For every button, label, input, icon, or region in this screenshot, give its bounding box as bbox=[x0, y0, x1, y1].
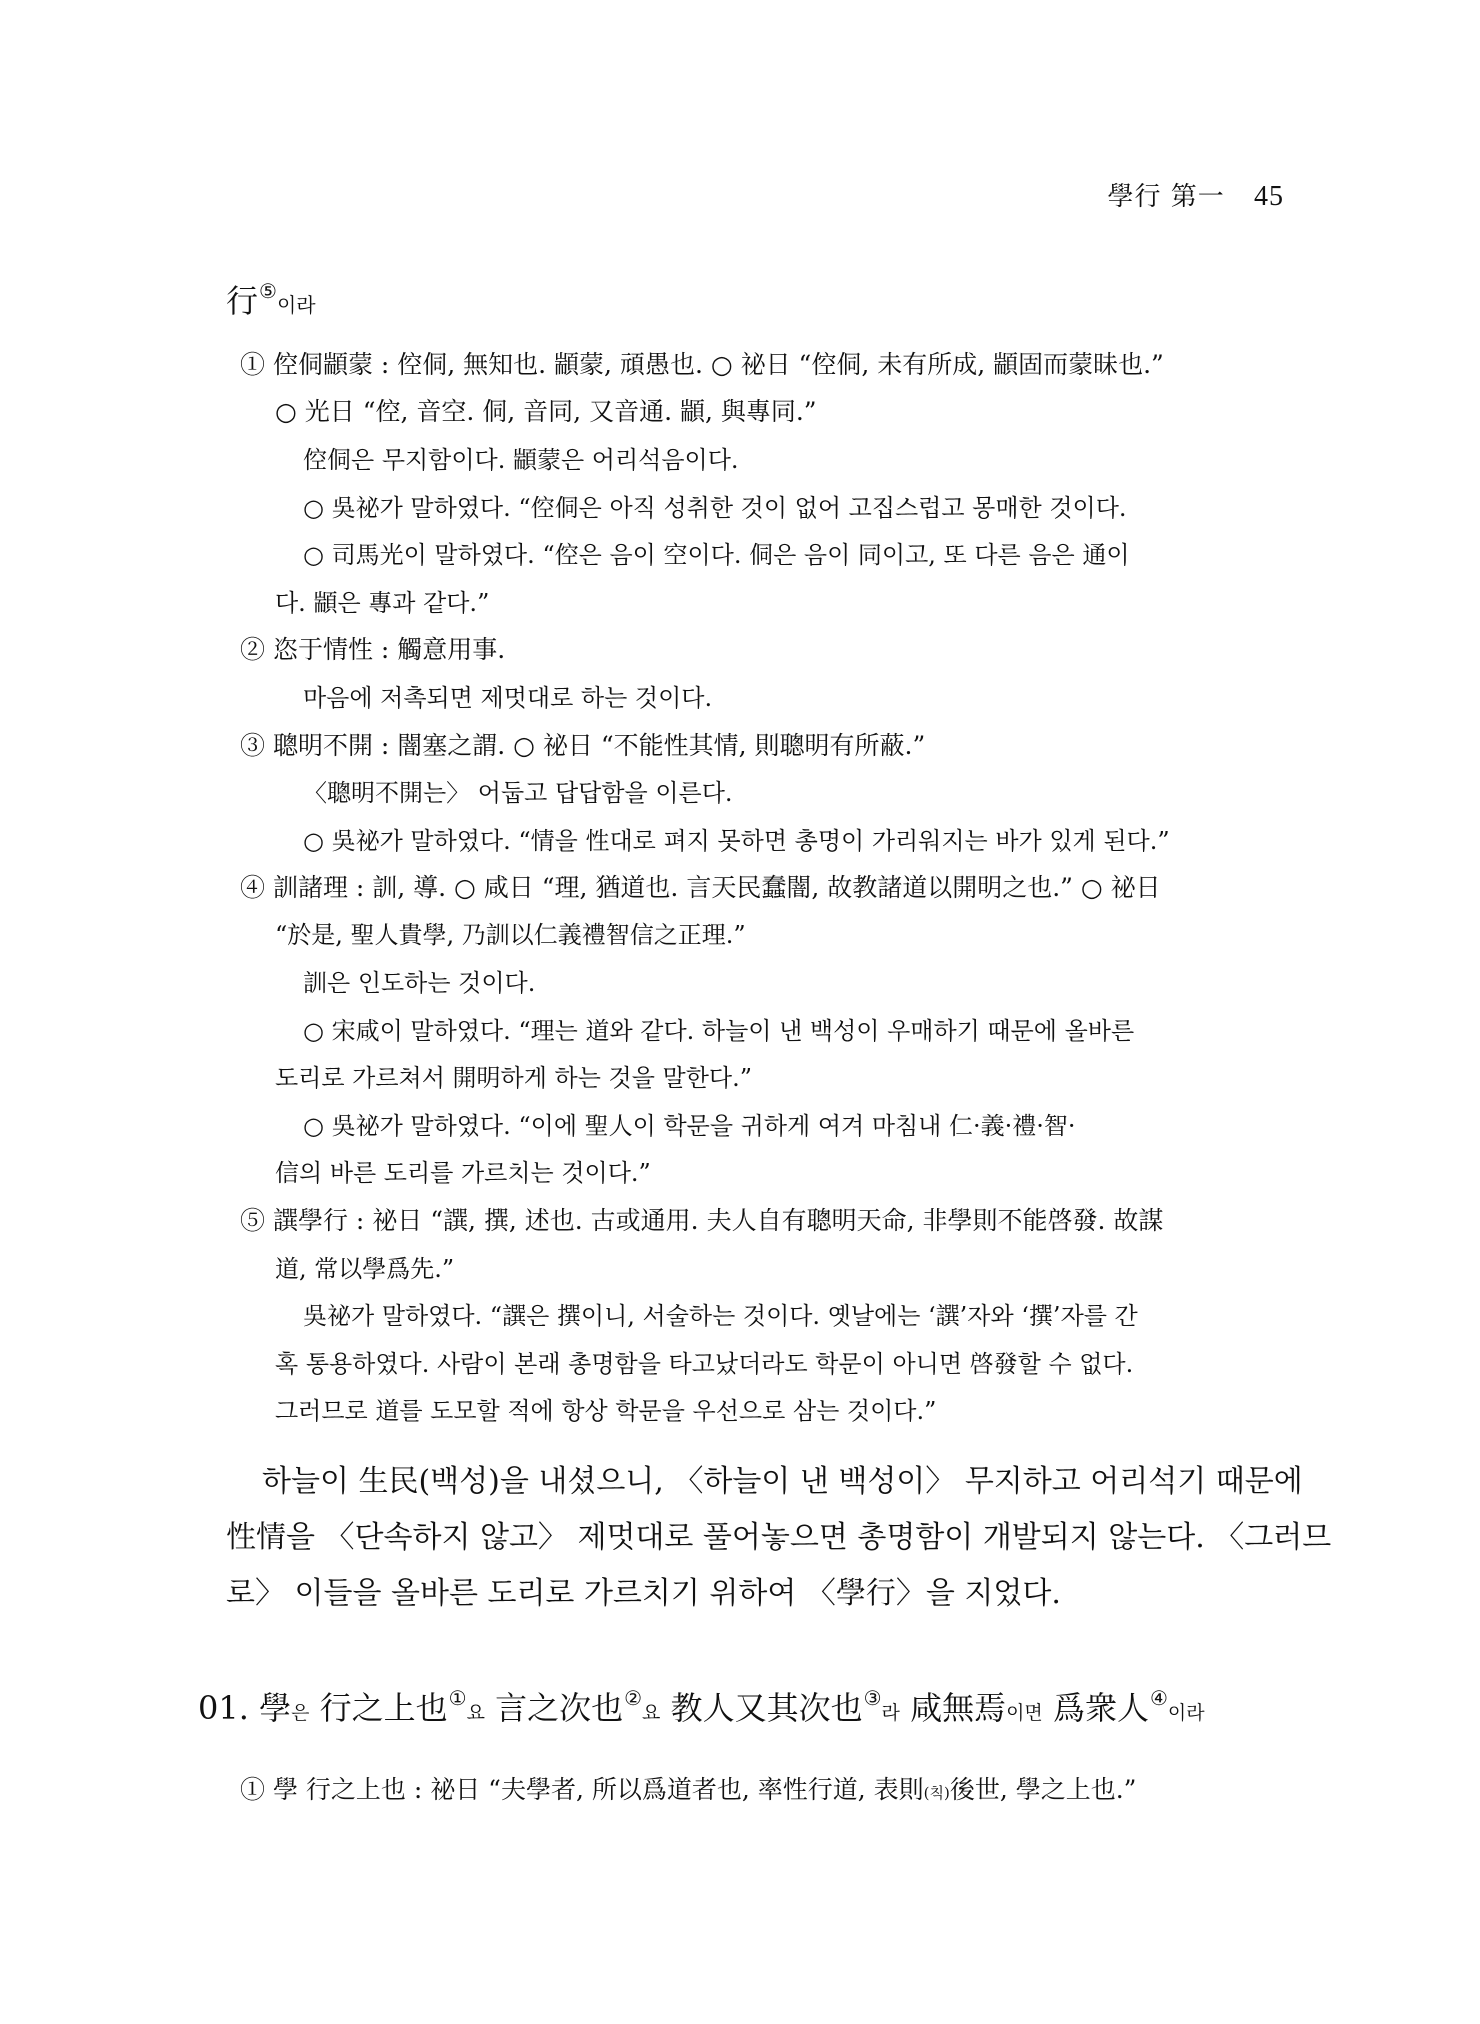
note-4-korean-1: 訓은 인도하는 것이다. bbox=[303, 969, 536, 997]
note-text-a: ① 學 行之上也 : 祕日 “夫學者, 所以爲道者也, 率性行道, 表則 bbox=[240, 1775, 924, 1804]
page-number: 45 bbox=[1254, 181, 1284, 212]
note-1-line-1: ① 倥侗顓蒙 : 倥侗, 無知也. 顓蒙, 頑愚也. ○ 祕日 “倥侗, 未有所成, 顓固而蒙昧也.” bbox=[240, 350, 1164, 379]
section-number: 01. bbox=[198, 1689, 249, 1727]
note-4-line-2: “於是, 聖人貴學, 乃訓以仁義禮智信之正理.” bbox=[275, 921, 746, 949]
translation-line-1: 하늘이 生民(백성)을 내셨으니, 〈하늘이 낸 백성이〉 무지하고 어리석기 때문에 bbox=[262, 1464, 1303, 1499]
section-particle-4: 라 bbox=[881, 1702, 900, 1724]
note-5-korean-1: 吳祕가 말하였다. “譔은 撰이니, 서술하는 것이다. 옛날에는 ‘譔’자와 ‘撰’자를 간 bbox=[303, 1302, 1138, 1330]
note-3-korean-1: 〈聰明不開는〉 어둡고 답답함을 이른다. bbox=[303, 779, 733, 807]
section-text-5: 咸無焉 bbox=[910, 1689, 1007, 1727]
note-5-line-2: 道, 常以學爲先.” bbox=[275, 1255, 455, 1283]
note-5-korean-2: 혹 통용하였다. 사람이 본래 총명함을 타고났더라도 학문이 아니면 啓發할 수 없다. bbox=[275, 1350, 1134, 1378]
note-3-korean-2: ○ 吳祕가 말하였다. “情을 性대로 펴지 못하면 총명이 가리워지는 바가 있게 된다.” bbox=[303, 827, 1170, 855]
section-particle-3: 요 bbox=[642, 1702, 661, 1724]
section-text-4: 教人又其次也 bbox=[670, 1689, 863, 1727]
intro-line bbox=[226, 276, 316, 322]
footnote-mark: ⑤ bbox=[259, 279, 277, 303]
note-4-line-1: ④ 訓諸理 : 訓, 導. ○ 咸日 “理, 猶道也. 言天民蠢闇, 故教諸道以開明之也.” ○ 祕日 bbox=[240, 873, 1161, 902]
section-particle-1: 은 bbox=[291, 1702, 310, 1724]
section-text-1: 學 bbox=[259, 1689, 292, 1727]
note-1-line-2: ○ 光日 “倥, 音空. 侗, 音同, 又音通. 顓, 與專同.” bbox=[275, 397, 817, 426]
note-1-korean-4: 다. 顓은 專과 같다.” bbox=[275, 589, 490, 617]
note-1-korean-1: 倥侗은 무지함이다. 顓蒙은 어리석음이다. bbox=[303, 446, 739, 474]
section-mark-2: ② bbox=[624, 1686, 643, 1710]
translation-line-2: 性情을 〈단속하지 않고〉 제멋대로 풀어놓으면 총명함이 개발되지 않는다. 〈그러므 bbox=[226, 1520, 1332, 1555]
note-3-line-1: ③ 聰明不開 : 闇塞之謂. ○ 祕日 “不能性其情, 則聰明有所蔽.” bbox=[240, 731, 926, 760]
section-01-note-1 bbox=[240, 1770, 1136, 1806]
intro-suffix: 이라 bbox=[276, 293, 316, 317]
intro-text: 行 bbox=[226, 282, 259, 320]
section-mark-3: ③ bbox=[863, 1686, 882, 1710]
section-particle-5: 이면 bbox=[1006, 1702, 1043, 1724]
note-2-line-1: ② 恣于情性 : 觸意用事. bbox=[240, 635, 506, 664]
note-5-korean-3: 그러므로 道를 도모할 적에 항상 학문을 우선으로 삼는 것이다.” bbox=[275, 1397, 937, 1425]
note-1-korean-3: ○ 司馬光이 말하였다. “倥은 음이 空이다. 侗은 음이 同이고, 또 다른 음은 通이 bbox=[303, 541, 1130, 569]
section-mark-4: ④ bbox=[1149, 1686, 1168, 1710]
note-4-korean-5: 信의 바른 도리를 가르치는 것이다.” bbox=[275, 1159, 651, 1187]
note-4-korean-4: ○ 吳祕가 말하였다. “이에 聖人이 학문을 귀하게 여겨 마침내 仁·義·禮·智· bbox=[303, 1112, 1076, 1140]
section-particle-2: 요 bbox=[466, 1702, 485, 1724]
note-reading: (칙) bbox=[923, 1784, 950, 1802]
note-2-korean-1: 마음에 저촉되면 제멋대로 하는 것이다. bbox=[303, 684, 713, 712]
note-4-korean-2: ○ 宋咸이 말하였다. “理는 道와 같다. 하늘이 낸 백성이 우매하기 때문에 올바른 bbox=[303, 1017, 1135, 1045]
section-01 bbox=[198, 1683, 1205, 1729]
section-text-6: 爲衆人 bbox=[1052, 1689, 1149, 1727]
section-mark-1: ① bbox=[448, 1686, 467, 1710]
section-text-3: 言之次也 bbox=[495, 1689, 624, 1727]
translation-line-3: 로〉 이들을 올바른 도리로 가르치기 위하여 〈學行〉을 지었다. bbox=[226, 1576, 1061, 1611]
note-text-c: 後世, 學之上也.” bbox=[949, 1775, 1137, 1804]
note-1-korean-2: ○ 吳祕가 말하였다. “倥侗은 아직 성취한 것이 없어 고집스럽고 몽매한 것이다. bbox=[303, 494, 1127, 522]
note-5-line-1: ⑤ 譔學行 : 祕日 “譔, 撰, 述也. 古或通用. 夫人自有聰明天命, 非學則不能啓發. 故謀 bbox=[240, 1206, 1164, 1235]
note-4-korean-3: 도리로 가르쳐서 開明하게 하는 것을 말한다.” bbox=[275, 1064, 752, 1092]
section-text-2: 行之上也 bbox=[319, 1689, 448, 1727]
section-particle-6: 이라 bbox=[1167, 1702, 1205, 1724]
running-header bbox=[1107, 176, 1284, 213]
chapter-title: 學行 第一 bbox=[1107, 182, 1225, 212]
